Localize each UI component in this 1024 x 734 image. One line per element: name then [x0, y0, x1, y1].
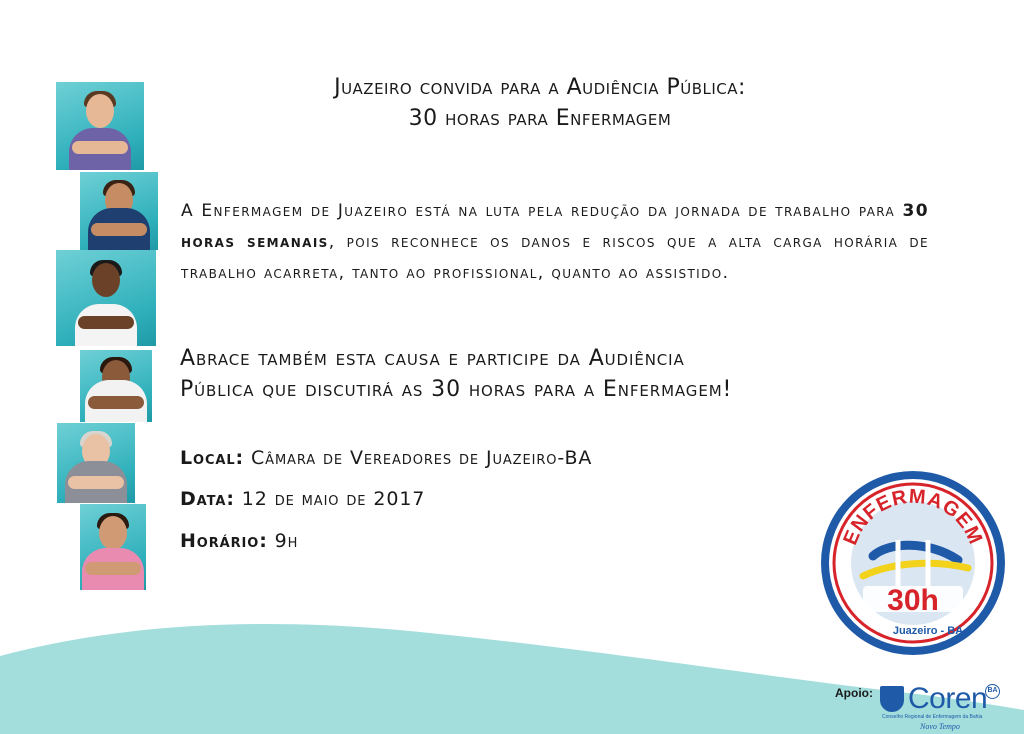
coren-subtitle: Conselho Regional de Enfermagem da Bahia [882, 714, 983, 720]
badge-hours: 30h [887, 584, 939, 617]
photo-person-2 [80, 172, 158, 250]
call-to-action [180, 343, 940, 405]
photo-person-5 [57, 423, 135, 503]
info-horario [180, 530, 298, 552]
title-line-2: 30 horas para Enfermagem [408, 106, 672, 131]
local-value: Câmara de Vereadores de Juazeiro-BA [244, 447, 593, 469]
photo-person-1 [56, 82, 144, 170]
coren-ba-mark: BA [985, 684, 1000, 699]
enfermagem-30h-badge [818, 468, 1008, 658]
photo-person-4 [80, 350, 152, 422]
cta-line-1: Abrace também esta causa e participe da Audiência [180, 346, 685, 371]
coren-wordmark: Coren [908, 682, 988, 715]
info-local [180, 447, 592, 469]
intro-text-1: A Enfermagem de Juazeiro está na luta pela redução da jornada de trabalho para [181, 201, 903, 221]
page-title [180, 72, 900, 134]
horario-label: Horário: [180, 530, 268, 552]
info-data [180, 488, 425, 510]
badge-bottom-text: Juazeiro - BA [892, 625, 964, 637]
coren-slogan: Novo Tempo [920, 722, 960, 731]
title-line-1: Juazeiro convida para a Audiência Pública: [334, 75, 746, 100]
intro-text-2: , pois reconhece os danos e riscos que a alta carga horária de trabalho acarreta, tanto ao profissional, quanto ao assistido. [181, 232, 929, 283]
coren-shield-icon [880, 686, 904, 712]
local-label: Local: [180, 447, 245, 469]
cta-line-2: Pública que discutirá as 30 horas para a Enfermagem! [180, 377, 733, 402]
coren-logo [880, 682, 1010, 732]
intro-highlight: 30 horas semanais [181, 201, 929, 252]
apoio-label: Apoio: [835, 686, 873, 700]
photo-person-3 [56, 250, 156, 346]
horario-value: 9h [267, 530, 299, 552]
badge-top-text: ENFERMAGEM [839, 485, 987, 549]
photo-person-6 [80, 504, 146, 590]
data-label: Data: [180, 488, 235, 510]
data-value: 12 de maio de 2017 [234, 488, 426, 510]
intro-paragraph [181, 196, 929, 289]
